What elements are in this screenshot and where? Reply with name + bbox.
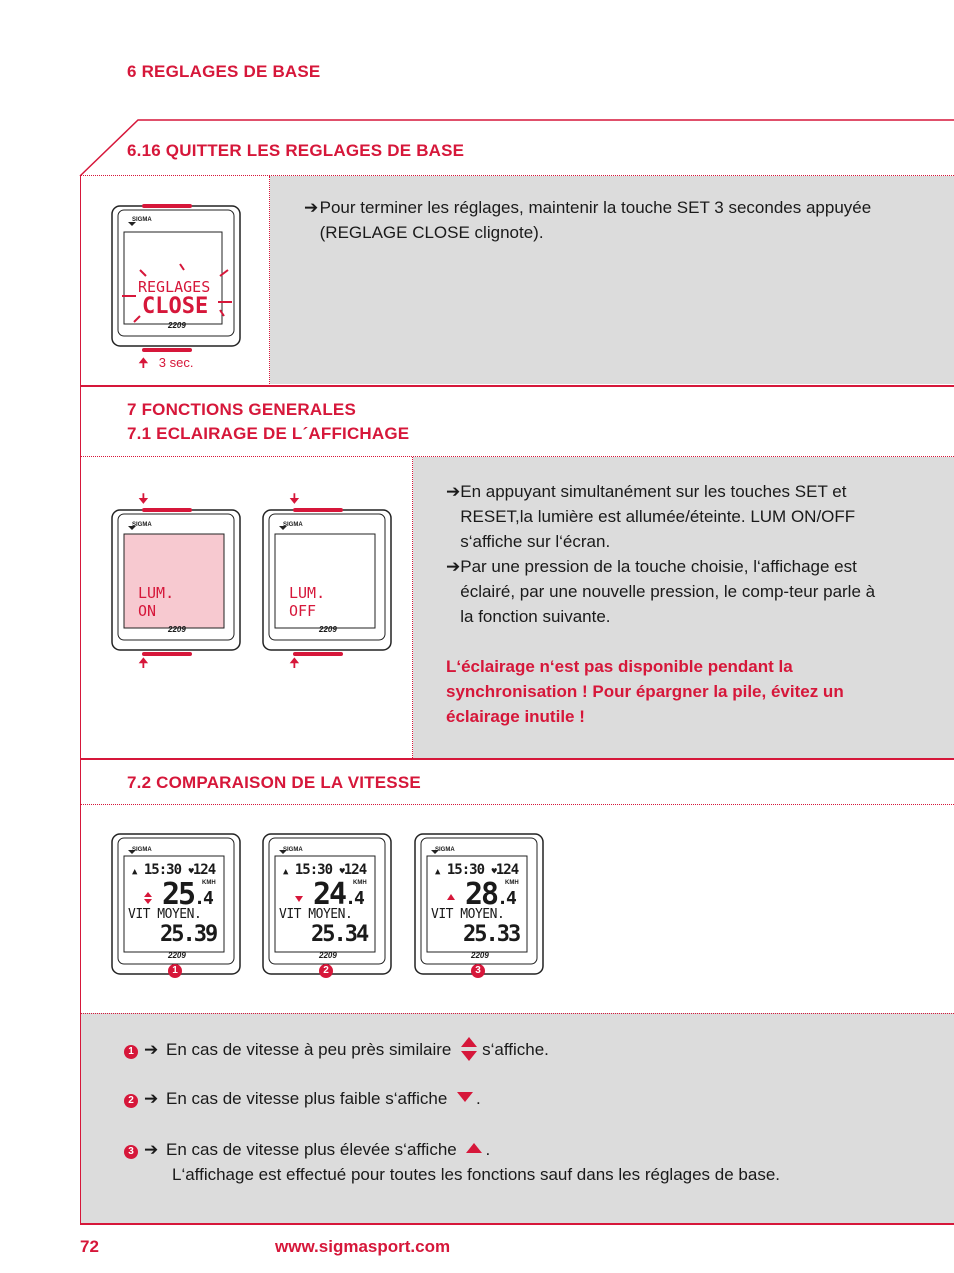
speed-device-2: [261, 832, 393, 987]
lcd-label: VIT MOYEN.: [431, 907, 505, 922]
speed-device-3: [413, 832, 545, 987]
lcd-time-pulse: ▲ 15:30 ♥124: [283, 862, 367, 878]
lcd-label: VIT MOYEN.: [128, 907, 202, 922]
section-71-title: 7.1 ECLAIRAGE DE L´AFFICHAGE: [127, 424, 410, 443]
lcd-time-pulse: ▲ 15:30 ♥124: [132, 862, 216, 878]
arrow-icon: ➔: [304, 198, 319, 217]
warning-text: L‘éclairage n‘est pas disponible pendant la synchronisation ! Pour épargner la pile, évitez un éclairage inutile !: [446, 657, 844, 726]
lcd-label: VIT MOYEN.: [279, 907, 353, 922]
similar-speed-icon: [460, 1036, 478, 1062]
brand-logo: SIGMA: [283, 522, 303, 528]
instruction-71: ➔ En appuyant simultanément sur les touches SET et RESET,la lumière est allumée/éteinte. LUM ON/OFF s‘affiche sur l‘écran. ➔ Par une pression de la touche choisie, l‘affichage est éclairé, par une nouvelle pression, le comp-teur parle à la fonction suivante. L‘éclairage n‘est pas disponible pendant la synchronisation ! Pour épargner la pile, évitez un éclairage inutile !: [446, 479, 876, 729]
page-number: 72: [80, 1237, 99, 1256]
lcd-avg-speed: 25.39: [160, 922, 217, 947]
brand-logo: SIGMA: [132, 217, 152, 223]
speed-unit: KMH: [202, 880, 216, 886]
divider: [269, 176, 270, 384]
speed-device-1: [110, 832, 242, 987]
lcd-speed: 25.4: [162, 877, 212, 912]
lcd-text: LUM. OFF: [289, 584, 326, 620]
arrow-icon: ➔: [144, 1089, 159, 1108]
arrow-up-icon: 🠉: [138, 655, 149, 670]
lcd-avg-speed: 25.34: [311, 922, 368, 947]
divider: [412, 457, 413, 758]
brand-logo: SIGMA: [283, 847, 303, 853]
lcd-line2: CLOSE: [142, 294, 209, 319]
section-72-title: 7.2 COMPARAISON DE LA VITESSE: [127, 773, 421, 792]
lower-speed-icon: [456, 1090, 474, 1104]
arrow-icon: ➔: [446, 557, 461, 576]
brand-logo: SIGMA: [435, 847, 455, 853]
model-number: 2209: [168, 625, 186, 634]
marker-1: 1: [124, 1045, 138, 1059]
divider: [80, 804, 954, 805]
comparison-note: L‘affichage est effectué pour toutes les fonctions sauf dans les réglages de base.: [172, 1165, 780, 1184]
speed-unit: KMH: [353, 880, 367, 886]
speed-unit: KMH: [505, 880, 519, 886]
brand-logo: SIGMA: [132, 847, 152, 853]
model-number: 2209: [319, 625, 337, 634]
model-number: 2209: [319, 951, 337, 960]
lcd-avg-speed: 25.33: [463, 922, 520, 947]
model-number: 2209: [168, 951, 186, 960]
model-number: 2209: [471, 951, 489, 960]
model-number: 2209: [168, 321, 186, 330]
arrow-up-icon: 🠉: [289, 655, 300, 670]
lcd-line1: REGLAGES: [138, 278, 211, 296]
lcd-text: LUM. ON: [138, 584, 175, 620]
speed-trend-icon: [295, 892, 303, 904]
device-marker: 3: [471, 964, 485, 978]
section-7-title: 7 FONCTIONS GENERALES: [127, 400, 357, 419]
divider: [80, 1013, 954, 1014]
marker-2: 2: [124, 1094, 138, 1108]
marker-3: 3: [124, 1145, 138, 1159]
section-616-title: 6.16 QUITTER LES REGLAGES DE BASE: [127, 141, 465, 160]
device-marker: 1: [168, 964, 182, 978]
arrow-icon: ➔: [144, 1140, 159, 1159]
lcd-speed: 28.4: [465, 877, 515, 912]
comparison-item-2: 2 ➔ En cas de vitesse plus faible s‘affiche .: [124, 1086, 884, 1111]
arrow-down-icon: 🠋: [138, 491, 149, 506]
page-section-title: 6 REGLAGES DE BASE: [127, 62, 321, 81]
device-reglages-close: [110, 204, 242, 359]
comparison-item-1: 1 ➔ En cas de vitesse à peu près similaire s‘affiche.: [124, 1036, 884, 1062]
comparison-item-3: 3 ➔ En cas de vitesse plus élevée s‘affiche . L‘affichage est effectué pour toutes les fonctions sauf dans les réglages de base.: [124, 1137, 884, 1187]
section-divider: [80, 385, 954, 387]
hold-caption: 🠉 3 sec.: [138, 355, 194, 370]
lcd-time-pulse: ▲ 15:30 ♥124: [435, 862, 519, 878]
higher-speed-icon: [465, 1141, 483, 1155]
section-divider: [80, 758, 954, 760]
footer-url[interactable]: www.sigmasport.com: [275, 1237, 451, 1256]
arrow-icon: ➔: [144, 1040, 159, 1059]
brand-logo: SIGMA: [132, 522, 152, 528]
lcd-speed: 24.4: [313, 877, 363, 912]
arrow-icon: ➔: [446, 482, 461, 501]
device-marker: 2: [319, 964, 333, 978]
footer-divider: [80, 1223, 954, 1225]
instruction-616: ➔ Pour terminer les réglages, maintenir la touche SET 3 secondes appuyée (REGLAGE CLOSE clignote).: [304, 195, 874, 245]
arrow-down-icon: 🠋: [289, 491, 300, 506]
speed-trend-icon: [447, 892, 455, 904]
speed-trend-icon: [144, 892, 152, 904]
arrow-up-icon: 🠉: [138, 355, 149, 370]
